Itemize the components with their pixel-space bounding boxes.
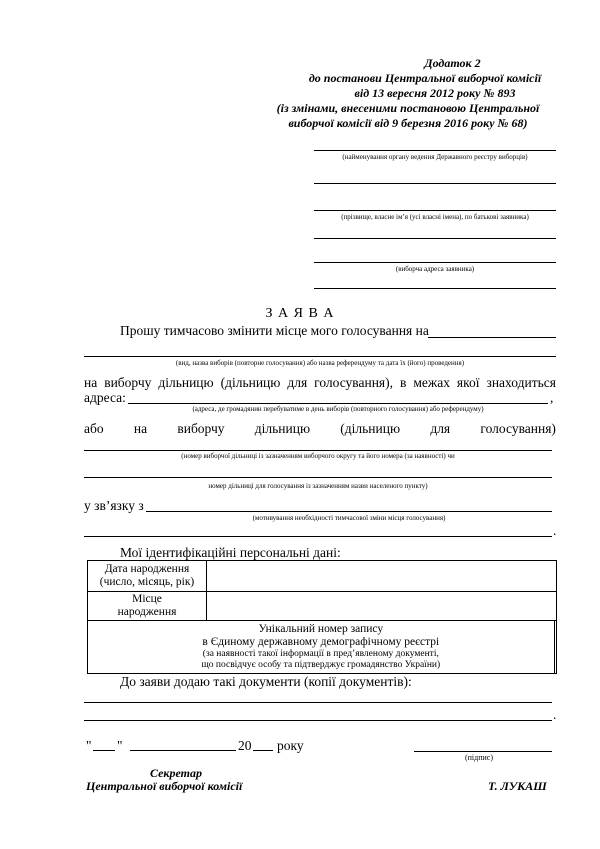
station-caption2: номер дільниці для голосування із зазначенням назви населеного пункту): [208, 482, 428, 490]
header-amendment-line1: (із змінами, внесеними постановою Центральної: [276, 101, 540, 115]
date-month-line: [130, 750, 236, 751]
record-hint-1: (за наявності такої інформації в пред’явленому документі,: [202, 649, 439, 659]
request-line2-text: на виборчу дільницю (дільницю для голосування), в межах якої знаходиться: [84, 375, 556, 390]
or-word-6: для: [430, 421, 451, 436]
signature-line: [414, 751, 552, 752]
or-word-4: дільницю: [254, 421, 311, 436]
record-label-2: в Єдиному державному демографічному реєстрі: [202, 636, 440, 648]
applicant-name-caption: (прізвище, власне ім’я (усі власні імена), по батькові заявника): [341, 213, 529, 221]
address-label: адреса:: [84, 390, 126, 405]
request-line1: Прошу тимчасово змінити місце мого голосування на: [120, 323, 429, 338]
reason-line2: [84, 536, 552, 537]
birth-place-label-2: народження: [117, 606, 177, 618]
reason-period: .: [553, 523, 557, 538]
applicant-address-line1: [314, 238, 556, 239]
attachments-line1: [84, 702, 552, 703]
date-day-line: [93, 750, 115, 751]
signature-caption: (підпис): [464, 753, 493, 762]
attachments-period: .: [553, 707, 557, 722]
vote-type-caption: (вид, назва виборів (повторне голосування) або назва референдуму та дата їх (його) проведення): [175, 359, 465, 367]
record-value-cell[interactable]: [554, 621, 556, 674]
organ-caption: (найменування органу ведення Державного реєстру виборців): [342, 153, 528, 161]
reason-caption: (мотивування необхідності тимчасової зміни місця голосування): [252, 514, 446, 522]
birth-date-label-cell: [88, 561, 207, 592]
station-caption1: (номер виборчої дільниці із зазначенням виборчого округу та його номера (за наявності) чи: [181, 452, 455, 460]
or-word-5: (дільницю: [340, 421, 401, 436]
or-word-3: виборчу: [177, 421, 225, 436]
request-line2: [84, 375, 556, 391]
header-date: від 13 вересня 2012 року № 893: [354, 86, 516, 100]
date-quote-open: ": [86, 738, 92, 753]
record-label-cell: [88, 621, 555, 674]
organ-line: [314, 150, 556, 151]
header-resolution: до постанови Центральної виборчої комісії: [308, 71, 542, 85]
personal-heading: Мої ідентифікаційні персональні дані:: [120, 545, 341, 560]
or-word-1: або: [84, 421, 104, 436]
request-target-line: [428, 337, 556, 338]
applicant-address-caption: (виборча адреса заявника): [395, 265, 475, 273]
or-word-2: на: [133, 421, 148, 436]
reason-line1: [146, 511, 552, 512]
record-label-1: Унікальний номер запису: [258, 623, 384, 635]
header-amendment-line2: виборчої комісії від 9 березня 2016 року № 68): [288, 116, 528, 130]
reason-label: у зв’язку з: [84, 498, 144, 513]
attachments-heading: До заяви додаю такі документи (копії документів):: [120, 674, 412, 689]
secretary-name: Т. ЛУКАШ: [488, 779, 547, 793]
station-line2: [84, 477, 552, 478]
date-year-line: [253, 750, 273, 751]
applicant-address-line3: [314, 288, 556, 289]
birth-date-label: Дата народження: [104, 563, 190, 575]
secretary-role-line2: Центральної виборчої комісії: [86, 779, 243, 793]
birth-date-hint: (число, місяць, рік): [99, 576, 195, 588]
address-caption: (адреса, де громадянин перебуватиме в день виборів (повторного голосування) або референдуму): [192, 405, 484, 413]
personal-data-table: [87, 560, 557, 674]
attachments-line2: [84, 720, 552, 721]
header-block: [300, 56, 550, 101]
applicant-name-line1: [314, 183, 556, 184]
birth-place-label-cell: [88, 592, 207, 621]
address-line: [128, 403, 548, 404]
date-year-prefix: 20: [238, 738, 252, 753]
date-quote-close: ": [117, 738, 123, 753]
station-line1: [84, 450, 552, 451]
vote-type-line: [84, 356, 556, 357]
header-amendments: [248, 101, 568, 131]
birth-place-label: Місце: [132, 593, 162, 605]
birth-date-value-cell[interactable]: [207, 561, 557, 592]
date-year-suffix: року: [277, 738, 304, 753]
header-appendix: Додаток 2: [424, 56, 481, 70]
form-title: З А Я В А: [265, 306, 335, 321]
birth-place-value-cell[interactable]: [207, 592, 557, 621]
address-comma: ,: [550, 390, 554, 405]
or-station-line: [84, 421, 556, 437]
record-hint-2: що посвідчує особу та підтверджує громадянство України): [201, 660, 441, 670]
applicant-address-line2: [314, 262, 556, 263]
secretary-role-line1: Секретар: [150, 766, 202, 780]
applicant-name-line2: [314, 210, 556, 211]
or-word-7: голосування): [480, 421, 556, 436]
